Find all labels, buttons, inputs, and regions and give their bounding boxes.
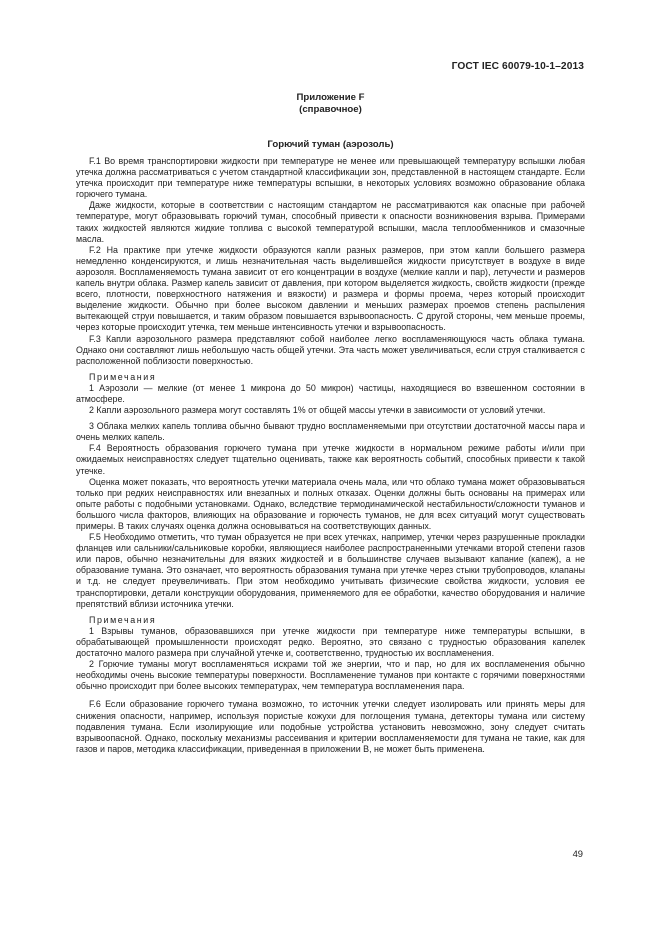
standard-header: ГОСТ IEC 60079-10-1–2013 [451,61,584,72]
annex-subtitle: (справочное) [299,104,362,115]
notes-heading: Примечания [89,614,157,625]
paragraph-f2: F.2 На практике при утечке жидкости образуются капли разных размеров, при этом капли большего размера немедленно конденсируются, и лишь незначительная часть выделившейся жидкости присутствует в воздухе в виде аэрозоля. Воспламеняемость тумана зависит от его концентрации в воздухе (мелкие капли и пар), летучести и размеров капель внутри облака. Размер капель зависит от давления, при котором выделяется жидкость, свойств жидкости (прежде всего, плотности, поверхностного натяжения и вязкости) и размера и формы проема, через который происходит выделение жидкости. Обычно при более высоком давлении и меньших размерах проемов степень распыления вытекающей струи повышается, и таким образом повышается взрывоопасность. С другой стороны, чем меньше проемы, через которые происходит утечка, тем меньше интенсивность утечки и взрывоопасность. [76,244,585,333]
notes-heading: Примечания [89,371,157,382]
note-item: 2 Горючие туманы могут воспламеняться искрами той же энергии, что и пар, но для их воспламенения обычно необходимы очень высокие температуры поверхности. Воспламенение туманов при контакте с горячими поверхностями обычно происходит при более высоких температурах, чем температура воспламенения пара. [76,659,585,692]
annex-title: Приложение F [296,92,365,103]
paragraph-f1: F.1 Во время транспортировки жидкости при температуре не менее или превышающей температуру вспышки любая утечка должна рассматриваться с учетом стандартной классификации зон, представленной в настоящем стандарте. Если утечка происходит при температуре ниже температуры вспышки, в некоторых условиях возможно образование облака горючего тумана. [76,156,585,200]
paragraph-f4-cont: Оценка может показать, что вероятность утечки материала очень мала, или что облако тумана может образовываться только при редких неисправностях или внезапных и полных отказах. Оценки должны быть основаны на примерах или опыте работы с подобными установками. Однако, вследствие термодинамической нестабильности/сложности туманов и большого числа факторов, влияющих на образование и горючесть туманов, не для всех ситуаций могут существовать примеры. В таких случаях оценка должна основываться на соответствующих данных. [76,476,585,531]
note-item: 1 Аэрозоли — мелкие (от менее 1 микрона до 50 микрон) частицы, находящиеся во взвешенном состоянии в атмосфере. [76,382,585,404]
note-item: 1 Взрывы туманов, образовавшихся при утечке жидкости при температуре ниже температуры вспышки, в обрабатывающей промышленности происходят редко. Вероятно, это связано с трудностью образования капелек достаточно малого размера при случайной утечке и, соответственно, трудностью их воспламенения. [76,625,585,659]
paragraph-f4: F.4 Вероятность образования горючего тумана при утечке жидкости в нормальном режиме работы и/или при ожидаемых неисправностях следует тщательно оценивать, также как вероятность событий, способных привести к такой утечке. [76,443,585,476]
note-item: 2 Капли аэрозольного размера могут составлять 1% от общей массы утечки в зависимости от условий утечки. [89,405,546,416]
note-item: 3 Облака мелких капель топлива обычно бывают трудно воспламеняемыми при отсутствии достаточной массы пара и очень мелких капель. [76,421,585,443]
paragraph-f3: F.3 Капли аэрозольного размера представляют собой наиболее легко воспламеняющуюся часть облака тумана. Однако они составляют лишь небольшую часть общей утечки. Эта часть может увеличиваться, если струя сталкивается с расположенной поблизости поверхностью. [76,333,585,366]
document-body [76,156,585,755]
paragraph-f1-cont: Даже жидкости, которые в соответствии с настоящим стандартом не рассматриваются как опасные при рабочей температуре, могут образовывать горючий туман, способный привести к опасности возникновения взрыва. Примерами таких жидкостей являются жидкие топлива с высокой температурой вспышки, масла теплообменников и смазочные масла. [76,200,585,244]
paragraph-f5: F.5 Необходимо отметить, что туман образуется не при всех утечках, например, утечки через разрушенные прокладки фланцев или сальники/сальниковые коробки, являющиеся наиболее распространенными утечками второй степени газов или паров, обычно незначительны для вязких жидкостей и в большинстве случаев вызывают капание (капеж), а не образование тумана. Это означает, что вероятность образования тумана при утечке через стыки трубопроводов, клапаны и т.д. не следует преувеличивать. При этом необходимо учитывать физические свойства жидкости, условия ее транспортировки, детали конструкции оборудования, применяемого для ее обработки, качество оборудования и наличие препятствий вблизи источника утечки. [76,532,585,609]
page-number: 49 [572,848,583,859]
paragraph-f6: F.6 Если образование горючего тумана возможно, то источник утечки следует изолировать или принять меры для снижения опасности, например, используя пористые кожухи для поглощения тумана, детекторы тумана или систему подавления тумана. Если изолирующие или подобные устройства установить невозможно, зону следует считать взрывоопасной. Однако, поскольку механизмы рассеивания и критерии воспламеняемости для тумана не такие, как для газов и паров, методика классификации, приведенная в приложении В, не может быть применена. [76,699,585,754]
section-title: Горючий туман (аэрозоль) [267,139,394,150]
